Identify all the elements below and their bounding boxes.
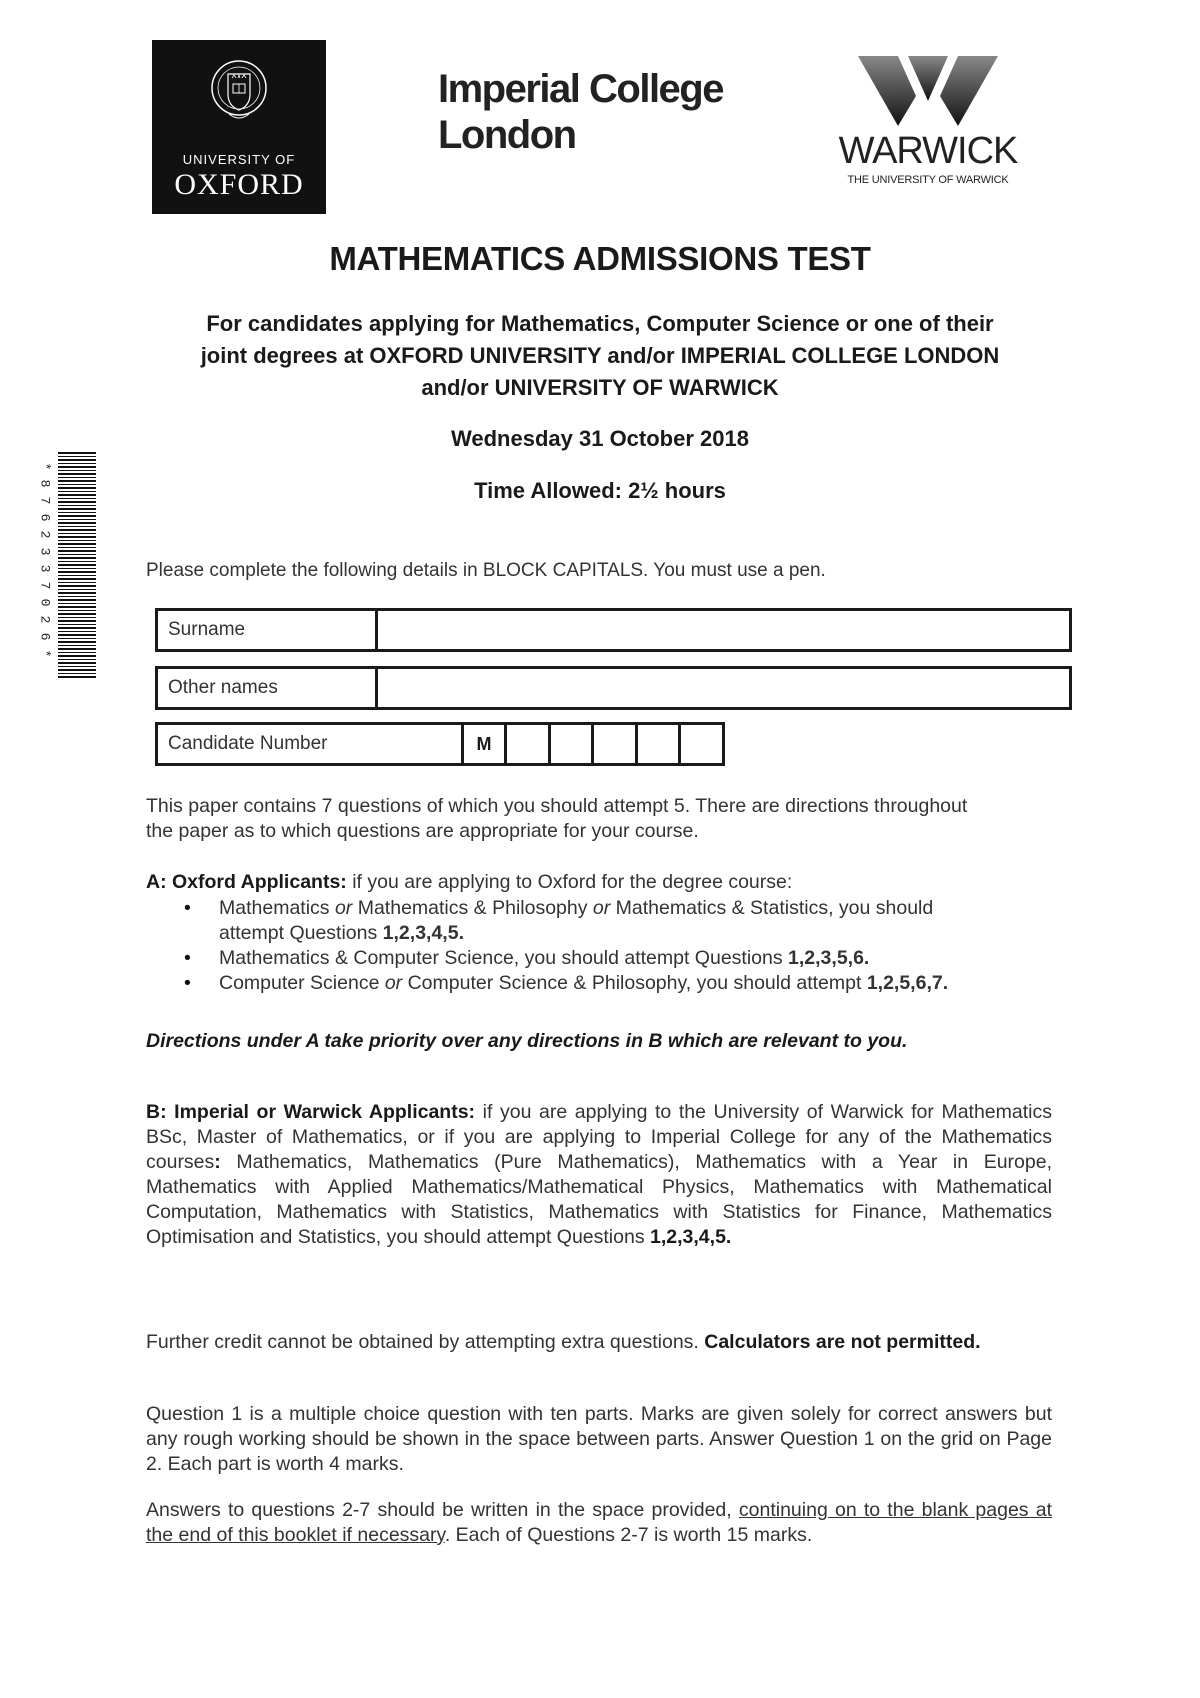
answers-paragraph xyxy=(146,1498,1052,1548)
barcode-digit: 3 xyxy=(37,564,53,573)
oxford-logo xyxy=(152,40,326,214)
surname-input[interactable] xyxy=(378,611,1069,649)
section-b-heading: B: Imperial or Warwick Applicants: xyxy=(146,1101,476,1123)
barcode-digit: 2 xyxy=(37,530,53,539)
bullet-text: Mathematics xyxy=(219,897,335,919)
barcode-digit: 7 xyxy=(37,496,53,505)
subtitle-line: For candidates applying for Mathematics, Computer Science or one of their xyxy=(206,311,994,336)
surname-field xyxy=(155,608,1072,652)
subtitle-line: joint degrees at OXFORD UNIVERSITY and/or IMPERIAL COLLEGE LONDON xyxy=(200,343,1000,368)
page-title: MATHEMATICS ADMISSIONS TEST xyxy=(329,240,871,277)
bullet-italic: or xyxy=(384,972,403,994)
barcode-digit: 8 xyxy=(37,479,53,488)
candidate-number-field xyxy=(155,722,725,766)
section-b-text2: Mathematics, Mathematics (Pure Mathematics), Mathematics with a Year in Europe, Mathematics with Applied Mathematics/Mathematical Physics, Mathematics with Mathematical Computation, Mathematics with Statistics, Mathematics with Statistics for Finance, Mathematics Optimisation and Statistics, you should attempt Questions xyxy=(146,1151,1052,1248)
list-item xyxy=(146,971,1064,996)
answers-text: Answers to questions 2-7 should be written in the space provided, xyxy=(146,1499,739,1521)
subtitle xyxy=(150,308,1050,404)
surname-label: Surname xyxy=(158,611,378,649)
barcode-digit: * xyxy=(37,462,53,471)
warwick-w-icon xyxy=(858,56,998,126)
candidate-digit-box[interactable] xyxy=(635,725,679,763)
bullet-text: Computer Science & Philosophy, you should attempt xyxy=(402,972,867,994)
bullet-text: Computer Science xyxy=(219,972,385,994)
candidate-digit-box[interactable] xyxy=(678,725,722,763)
barcode-digit: 6 xyxy=(37,513,53,522)
section-a-text: if you are applying to Oxford for the degree course: xyxy=(346,871,793,893)
imperial-logo xyxy=(438,66,723,158)
barcode-digit: 6 xyxy=(37,632,53,641)
candidate-number-label: Candidate Number xyxy=(168,733,328,754)
warwick-logo-subtitle: THE UNIVERSITY OF WARWICK xyxy=(847,174,1009,186)
section-a-intro xyxy=(146,870,1064,895)
bullet-questions: 1,2,3,4,5. xyxy=(382,922,464,944)
section-b-text: if you are applying to the University of Warwick for Mathematics BSc, Master of Mathematics, or if you are applying to Imperial College for any of the Mathematics courses xyxy=(146,1101,1052,1173)
section-a-list xyxy=(146,896,1064,996)
imperial-logo-line2: London xyxy=(438,113,576,157)
priority-note: Directions under A take priority over any directions in B which are relevant to you. xyxy=(146,1030,908,1052)
candidate-digit-box[interactable] xyxy=(591,725,635,763)
warwick-logo xyxy=(828,56,1028,196)
other-names-input[interactable] xyxy=(378,669,1069,707)
candidate-digit-box[interactable] xyxy=(504,725,548,763)
barcode-digit: 0 xyxy=(37,598,53,607)
calculators-note: Calculators are not permitted. xyxy=(704,1331,981,1353)
exam-date: Wednesday 31 October 2018 xyxy=(451,426,749,451)
barcode-digit: 3 xyxy=(37,547,53,556)
credit-paragraph xyxy=(146,1330,996,1355)
bullet-text: Mathematics & Computer Science, you should attempt Questions xyxy=(219,947,789,969)
list-item xyxy=(146,896,979,946)
bullet-questions: 1,2,5,6,7. xyxy=(866,972,949,994)
barcode-digit: * xyxy=(37,649,53,658)
section-b-colon: : xyxy=(214,1151,221,1173)
barcode-digit: 2 xyxy=(37,615,53,624)
intro-paragraph: This paper contains 7 questions of which you should attempt 5. There are directions throughout the paper as to which questions are appropriate for your course. xyxy=(146,795,968,842)
other-names-label: Other names xyxy=(158,669,378,707)
section-b-questions: 1,2,3,4,5. xyxy=(650,1226,732,1248)
oxford-crest-icon xyxy=(209,52,269,132)
barcode-digit: 7 xyxy=(37,581,53,590)
time-allowed: Time Allowed: 2½ hours xyxy=(474,478,726,503)
bullet-text: Mathematics & Statistics, you should attempt Questions xyxy=(219,897,934,944)
oxford-logo-line2: OXFORD xyxy=(174,168,304,201)
answers-underlined: continuing on to the blank pages at the end of this booklet if necessary xyxy=(146,1499,1052,1546)
candidate-digit-box[interactable] xyxy=(548,725,592,763)
bullet-italic: or xyxy=(334,897,353,919)
form-instructions: Please complete the following details in BLOCK CAPITALS. You must use a pen. xyxy=(146,560,826,581)
other-names-field xyxy=(155,666,1072,710)
candidate-prefix: M xyxy=(461,725,505,763)
answers-text-end: . Each of Questions 2-7 is worth 15 marks. xyxy=(444,1524,813,1546)
oxford-logo-line1: UNIVERSITY OF xyxy=(182,152,296,167)
warwick-logo-word: WARWICK xyxy=(838,130,1018,172)
subtitle-line: and/or UNIVERSITY OF WARWICK xyxy=(421,375,779,400)
bullet-questions: 1,2,3,5,6. xyxy=(788,947,870,969)
credit-text: Further credit cannot be obtained by attempting extra questions. xyxy=(146,1331,705,1353)
list-item xyxy=(146,946,1064,971)
question1-paragraph: Question 1 is a multiple choice question with ten parts. Marks are given solely for correct answers but any rough working should be shown in the space between parts. Answer Question 1 on the grid on Page 2. Each part is worth 4 marks. xyxy=(146,1403,1052,1475)
bullet-italic: or xyxy=(592,897,611,919)
imperial-logo-line1: Imperial College xyxy=(438,67,723,111)
section-a-heading: A: Oxford Applicants: xyxy=(146,871,347,893)
section-b-paragraph xyxy=(146,1100,1052,1250)
bullet-text: Mathematics & Philosophy xyxy=(352,897,593,919)
